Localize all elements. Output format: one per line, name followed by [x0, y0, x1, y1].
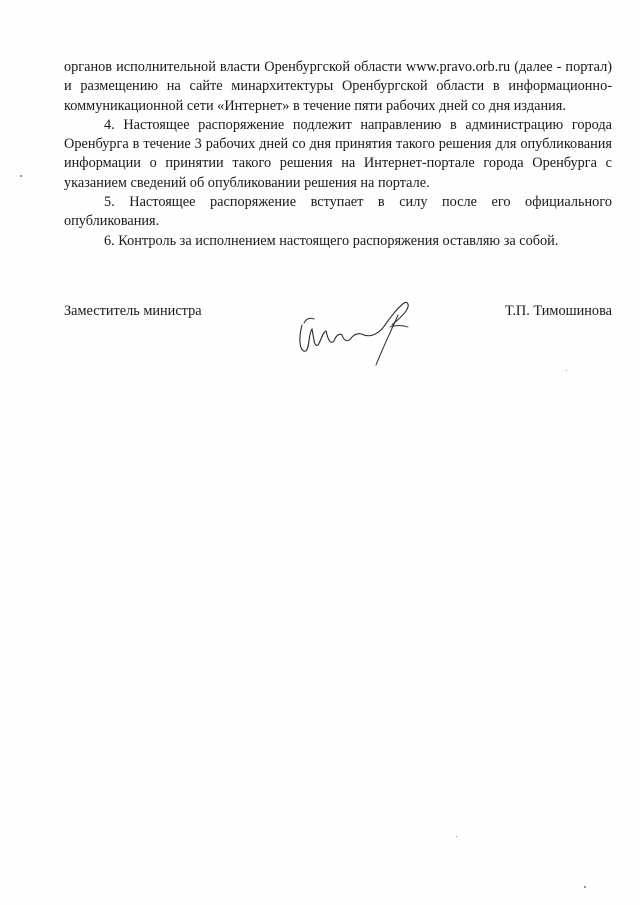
paragraph-item-4: 4. Настоящее распоряжение подлежит направлению в администрацию города Оренбурга в течение 3 рабочих дней со дня принятия такого решения для опубликования информации о принятии такого решения на Интернет-портале города Оренбурга с указанием сведений об опубликовании решения на портале.: [64, 116, 612, 191]
signer-position: Заместитель министра: [64, 303, 202, 319]
paragraph-item-6: 6. Контроль за исполнением настоящего распоряжения оставляю за собой.: [104, 232, 559, 249]
signer-name: Т.П. Тимошинова: [505, 303, 612, 319]
scan-speck: [456, 836, 457, 837]
signature-block: [64, 303, 612, 383]
scan-speck: [20, 175, 22, 177]
handwritten-signature: [292, 295, 422, 375]
scan-speck: [584, 886, 586, 888]
paragraph-continuation: органов исполнительной власти Оренбургской области www.pravo.orb.ru (далее - портал) и размещению на сайте минархитектуры Оренбургской области в информационно-коммуникационной сети «Интернет» в течение пяти рабочих дней со дня издания.: [64, 59, 612, 114]
paragraph-item-5: 5. Настоящее распоряжение вступает в силу после его официального опубликования.: [64, 194, 612, 230]
document-body: [64, 58, 612, 251]
scan-speck: [566, 370, 567, 371]
